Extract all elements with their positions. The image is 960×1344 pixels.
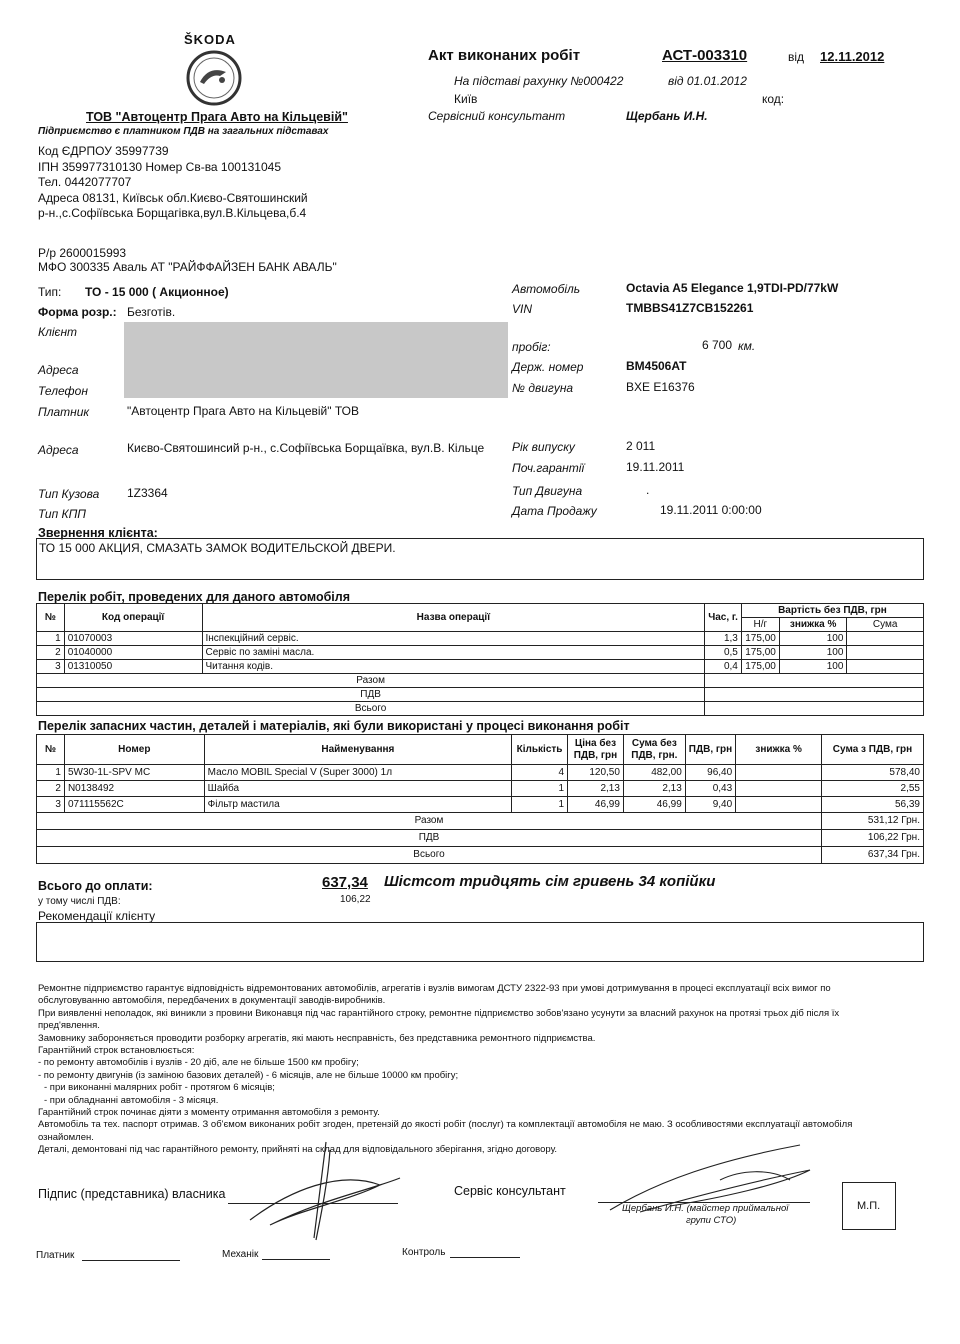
company-line: Адреса 08131, Київськ обл.Києво-Святошинский <box>38 190 308 205</box>
works-vat-label: ПДВ <box>37 688 705 702</box>
terms-line: При виявленні неполадок, які виникли з провини Виконавця під час гарантійного строку, ремонтне підприємство зобов'язано усунути за власний рахунок на протязі трьох діб після їх <box>38 1007 840 1019</box>
consultant-signature-name: Щербань И.Н. (майстер приймальної <box>622 1203 789 1214</box>
included-vat-label: у тому числі ПДВ: <box>38 896 121 907</box>
owner-signature-label: Підпис (представника) власника <box>38 1187 226 1201</box>
works-subtotal-label: Разом <box>37 674 705 688</box>
row-rate: 175,00 <box>741 646 779 660</box>
terms-line: Автомобіль та тех. паспорт отримав. З об'ємом виконаних робіт згоден, претензій до якості робіт (послуг) та комплектації автомобіля не маю. З особливостями експлуатації автомобіля <box>38 1119 853 1131</box>
payer-signature-line <box>82 1260 180 1261</box>
works-header-sum: Сума <box>847 618 924 632</box>
table-row <box>37 797 924 813</box>
control-signature-label: Контроль <box>402 1247 446 1258</box>
type-label: Тип: <box>38 285 62 299</box>
row-sum: 46,99 <box>623 797 685 813</box>
client-request-text: ТО 15 000 АКЦИЯ, СМАЗАТЬ ЗАМОК ВОДИТЕЛЬСКОЙ ДВЕРИ. <box>39 541 396 555</box>
engine-type-label: Тип Двигуна <box>512 484 583 498</box>
body-type-label: Тип Кузова <box>38 487 100 501</box>
type-value: ТО - 15 000 ( Акционное) <box>85 285 229 299</box>
year-label: Рік випуску <box>512 440 575 454</box>
included-vat-value: 106,22 <box>340 894 371 905</box>
terms-line: Гарантійний строк починає діяти з моменту отримання автомобіля з ремонту. <box>38 1107 380 1119</box>
table-row <box>37 632 924 646</box>
code-label: код: <box>762 92 785 106</box>
payer-label: Платник <box>38 405 90 419</box>
consultant-name: Щербань И.Н. <box>626 109 708 123</box>
owner-signature-icon <box>230 1130 430 1250</box>
row-discount: 100 <box>779 632 847 646</box>
works-header-code: Код операції <box>64 604 202 632</box>
parts-total-value: 637,34 Грн. <box>822 847 924 864</box>
consultant-signature-role: групи СТО) <box>686 1215 737 1226</box>
terms-line: - по ремонту двигунів (із заміною базових деталей) - 6 місяців, але не більше 10000 км пробігу; <box>38 1069 459 1081</box>
company-line: Код ЄДРПОУ 35997739 <box>38 144 169 158</box>
row-no: 3 <box>37 660 65 674</box>
terms-line: обслуговуванню автомобіля, передбачених в документації заводів-виробників. <box>38 995 386 1007</box>
row-sum: 2,13 <box>623 781 685 797</box>
document-date: 12.11.2012 <box>820 49 885 64</box>
row-no: 2 <box>37 646 65 660</box>
parts-subtotal-value: 531,12 Грн. <box>822 813 924 830</box>
parts-header-no: № <box>37 735 65 765</box>
terms-line: Замовнику забороняється проводити розборку агрегатів, які мають несправність, без представника ремонтного підприємства. <box>38 1032 596 1044</box>
brand-name: ŠKODA <box>184 32 236 47</box>
bank-details <box>38 246 337 274</box>
row-vat: 0,43 <box>685 781 735 797</box>
recommendations-box <box>36 922 924 962</box>
row-total: 2,55 <box>822 781 924 797</box>
row-name: Інспекційний сервіс. <box>202 632 705 646</box>
warranty-start-label: Поч.гарантії <box>512 461 585 475</box>
terms-line: Гарантійний строк встановлюється: <box>38 1045 195 1057</box>
terms-line: пред'явлення. <box>38 1020 100 1032</box>
consultant-signature-label: Сервіс консультант <box>454 1184 566 1198</box>
sale-date-label: Дата Продажу <box>512 504 597 518</box>
terms-line: Ремонтне підприємство гарантує відповідність відремонтованих автомобілів, агрегатів і вузлів вимогам ДСТУ 2322-93 при умові дотримування в процесі експлуатації всіх вимог по <box>38 983 831 994</box>
row-no: 1 <box>37 632 65 646</box>
phone-label: Телефон <box>38 384 88 398</box>
client-request-label: Звернення клієнта: <box>38 526 158 540</box>
parts-subtotal-label: Разом <box>37 813 822 830</box>
payment-form-label: Форма розр.: <box>38 305 117 319</box>
works-header-cost: Вартість без ПДВ, грн <box>741 604 923 618</box>
terms-line: ознайомлен. <box>38 1131 94 1143</box>
row-qty: 1 <box>512 781 568 797</box>
table-row <box>37 660 924 674</box>
terms-line: - по ремонту автомобілів і вузлів - 20 діб, але не більше 1500 км пробігу; <box>38 1057 359 1069</box>
row-total: 578,40 <box>822 765 924 781</box>
row-code: 01070003 <box>64 632 202 646</box>
payer-address-value: Києво-Святошинсий р-н., с.Софіївська Борщаївка, вул.В. Кільце <box>127 441 485 455</box>
recommendations-label: Рекомендації клієнту <box>38 909 156 923</box>
invoice-basis: На підставі рахунку №000422 <box>454 74 624 88</box>
mechanic-signature-label: Механік <box>222 1249 259 1260</box>
sale-date-value: 19.11.2011 0:00:00 <box>660 503 762 517</box>
row-name: Масло MOBIL Special V (Super 3000) 1л <box>204 765 511 781</box>
row-no: 1 <box>37 765 65 781</box>
document-number: АСТ-003310 <box>662 47 748 64</box>
vin-value: TMBBS41Z7CB152261 <box>626 301 754 315</box>
table-row <box>37 781 924 797</box>
car-label: Автомобіль <box>512 282 581 296</box>
row-hours: 0,4 <box>705 660 742 674</box>
engine-type-value: . <box>646 483 650 497</box>
row-rate: 175,00 <box>741 660 779 674</box>
row-price: 120,50 <box>568 765 624 781</box>
row-sum <box>847 660 924 674</box>
row-discount: 100 <box>779 646 847 660</box>
company-name: ТОВ "Автоцентр Прага Авто на Кільцевій" <box>86 110 348 124</box>
row-name: Фільтр мастила <box>204 797 511 813</box>
works-header-rate: Н/г <box>741 618 779 632</box>
works-total-label: Всього <box>37 702 705 716</box>
row-hours: 1,3 <box>705 632 742 646</box>
row-qty: 4 <box>512 765 568 781</box>
row-discount <box>736 765 822 781</box>
client-request-box <box>36 538 924 580</box>
parts-header-vat: ПДВ, грн <box>685 735 735 765</box>
total-due-words: Шістсот тридцять сім гривень 34 копійки <box>384 873 716 890</box>
terms-line: - при виконанні малярних робіт - протягом 6 місяців; <box>44 1082 275 1094</box>
parts-vat-value: 106,22 Грн. <box>822 830 924 847</box>
city: Київ <box>454 92 478 106</box>
gearbox-label: Тип КПП <box>38 507 87 521</box>
car-value: Octavia A5 Elegance 1,9TDI-PD/77kW <box>626 281 839 295</box>
redacted-client-block <box>124 322 508 398</box>
row-sum: 482,00 <box>623 765 685 781</box>
row-sum <box>847 646 924 660</box>
row-number: 071115562C <box>64 797 204 813</box>
terms-line: Деталі, демонтовані під час гарантійного ремонту, прийняті на склад для відповідального зберігання, згідно договору. <box>38 1144 558 1156</box>
row-name: Шайба <box>204 781 511 797</box>
row-price: 46,99 <box>568 797 624 813</box>
parts-title: Перелік запасних частин, деталей і матеріалів, які були використані у процесі виконання робіт <box>38 719 630 733</box>
payer-signature-label: Платник <box>36 1250 75 1261</box>
company-line: Тел. 0442077707 <box>38 175 132 189</box>
company-line: ІПН 359977310130 Номер Св-ва 100131045 <box>38 159 281 174</box>
control-signature-line <box>450 1257 520 1258</box>
bank-line: МФО 300335 Аваль АТ "РАЙФФАЙЗЕН БАНК АВАЛЬ" <box>38 260 337 274</box>
row-discount: 100 <box>779 660 847 674</box>
parts-header-discount: знижка % <box>736 735 822 765</box>
works-header-name: Назва операції <box>202 604 705 632</box>
stamp-label: М.П. <box>857 1200 881 1212</box>
mileage-label: пробіг: <box>512 340 551 354</box>
parts-header-sum-no-vat: Сума без ПДВ, грн. <box>623 735 685 765</box>
payer-address-label: Адреса <box>38 443 79 457</box>
row-number: 5W30-1L-SPV MC <box>64 765 204 781</box>
row-vat: 96,40 <box>685 765 735 781</box>
parts-header-name: Найменування <box>204 735 511 765</box>
row-sum <box>847 632 924 646</box>
mileage-value: 6 700 <box>702 338 733 352</box>
row-name: Сервіс по заміні масла. <box>202 646 705 660</box>
terms-line: - при обладнанні автомобіля - 3 місяця. <box>44 1094 219 1106</box>
address-label: Адреса <box>38 363 79 377</box>
vat-note: Підприємство є платником ПДВ на загальних підставах <box>38 126 329 137</box>
parts-header-price: Ціна без ПДВ, грн <box>568 735 624 765</box>
parts-header-number: Номер <box>64 735 204 765</box>
company-details <box>38 144 308 222</box>
payer-value: "Автоцентр Прага Авто на Кільцевій" ТОВ <box>127 404 359 418</box>
row-vat: 9,40 <box>685 797 735 813</box>
plate-value: BM4506AT <box>626 359 687 373</box>
table-row <box>37 646 924 660</box>
body-type-value: 1Z3364 <box>127 486 168 500</box>
row-price: 2,13 <box>568 781 624 797</box>
total-due-value: 637,34 <box>322 874 368 891</box>
client-label: Клієнт <box>38 325 78 339</box>
parts-vat-label: ПДВ <box>37 830 822 847</box>
bank-line: Р/р 2600015993 <box>38 246 127 260</box>
company-line: р-н.,с.Софіївська Борщагівка,вул.В.Кільцева,б.4 <box>38 206 307 220</box>
skoda-logo-icon <box>186 50 242 106</box>
document-title: Акт виконаних робіт <box>428 47 581 64</box>
row-discount <box>736 797 822 813</box>
row-discount <box>736 781 822 797</box>
row-code: 01310050 <box>64 660 202 674</box>
works-header-discount: знижка % <box>779 618 847 632</box>
stamp-box <box>842 1182 896 1230</box>
parts-table <box>36 734 924 864</box>
row-no: 2 <box>37 781 65 797</box>
consultant-signature-icon <box>600 1140 840 1220</box>
year-value: 2 011 <box>626 439 656 453</box>
row-total: 56,39 <box>822 797 924 813</box>
works-title: Перелік робіт, проведених для даного автомобіля <box>38 590 351 604</box>
warranty-start-value: 19.11.2011 <box>626 460 685 474</box>
total-due-label: Всього до оплати: <box>38 879 153 893</box>
works-header-no: № <box>37 604 65 632</box>
engine-number-value: BXE E16376 <box>626 380 695 394</box>
row-hours: 0,5 <box>705 646 742 660</box>
row-qty: 1 <box>512 797 568 813</box>
from-label: від <box>788 50 805 64</box>
consultant-label: Сервісний консультант <box>428 109 566 123</box>
row-rate: 175,00 <box>741 632 779 646</box>
parts-total-label: Всього <box>37 847 822 864</box>
engine-number-label: № двигуна <box>512 381 574 395</box>
invoice-date: від 01.01.2012 <box>668 74 747 88</box>
mileage-unit: км. <box>738 339 756 353</box>
mechanic-signature-line <box>262 1259 330 1260</box>
row-number: N0138492 <box>64 781 204 797</box>
plate-label: Держ. номер <box>512 360 584 374</box>
table-row <box>37 765 924 781</box>
works-header-hours: Час, г. <box>705 604 742 632</box>
payment-form-value: Безготів. <box>127 305 176 319</box>
row-code: 01040000 <box>64 646 202 660</box>
warranty-terms <box>38 983 922 1157</box>
parts-header-qty: Кількість <box>512 735 568 765</box>
row-no: 3 <box>37 797 65 813</box>
parts-header-sum-vat: Сума з ПДВ, грн <box>822 735 924 765</box>
works-table <box>36 603 924 716</box>
vin-label: VIN <box>512 302 533 316</box>
row-name: Читання кодів. <box>202 660 705 674</box>
